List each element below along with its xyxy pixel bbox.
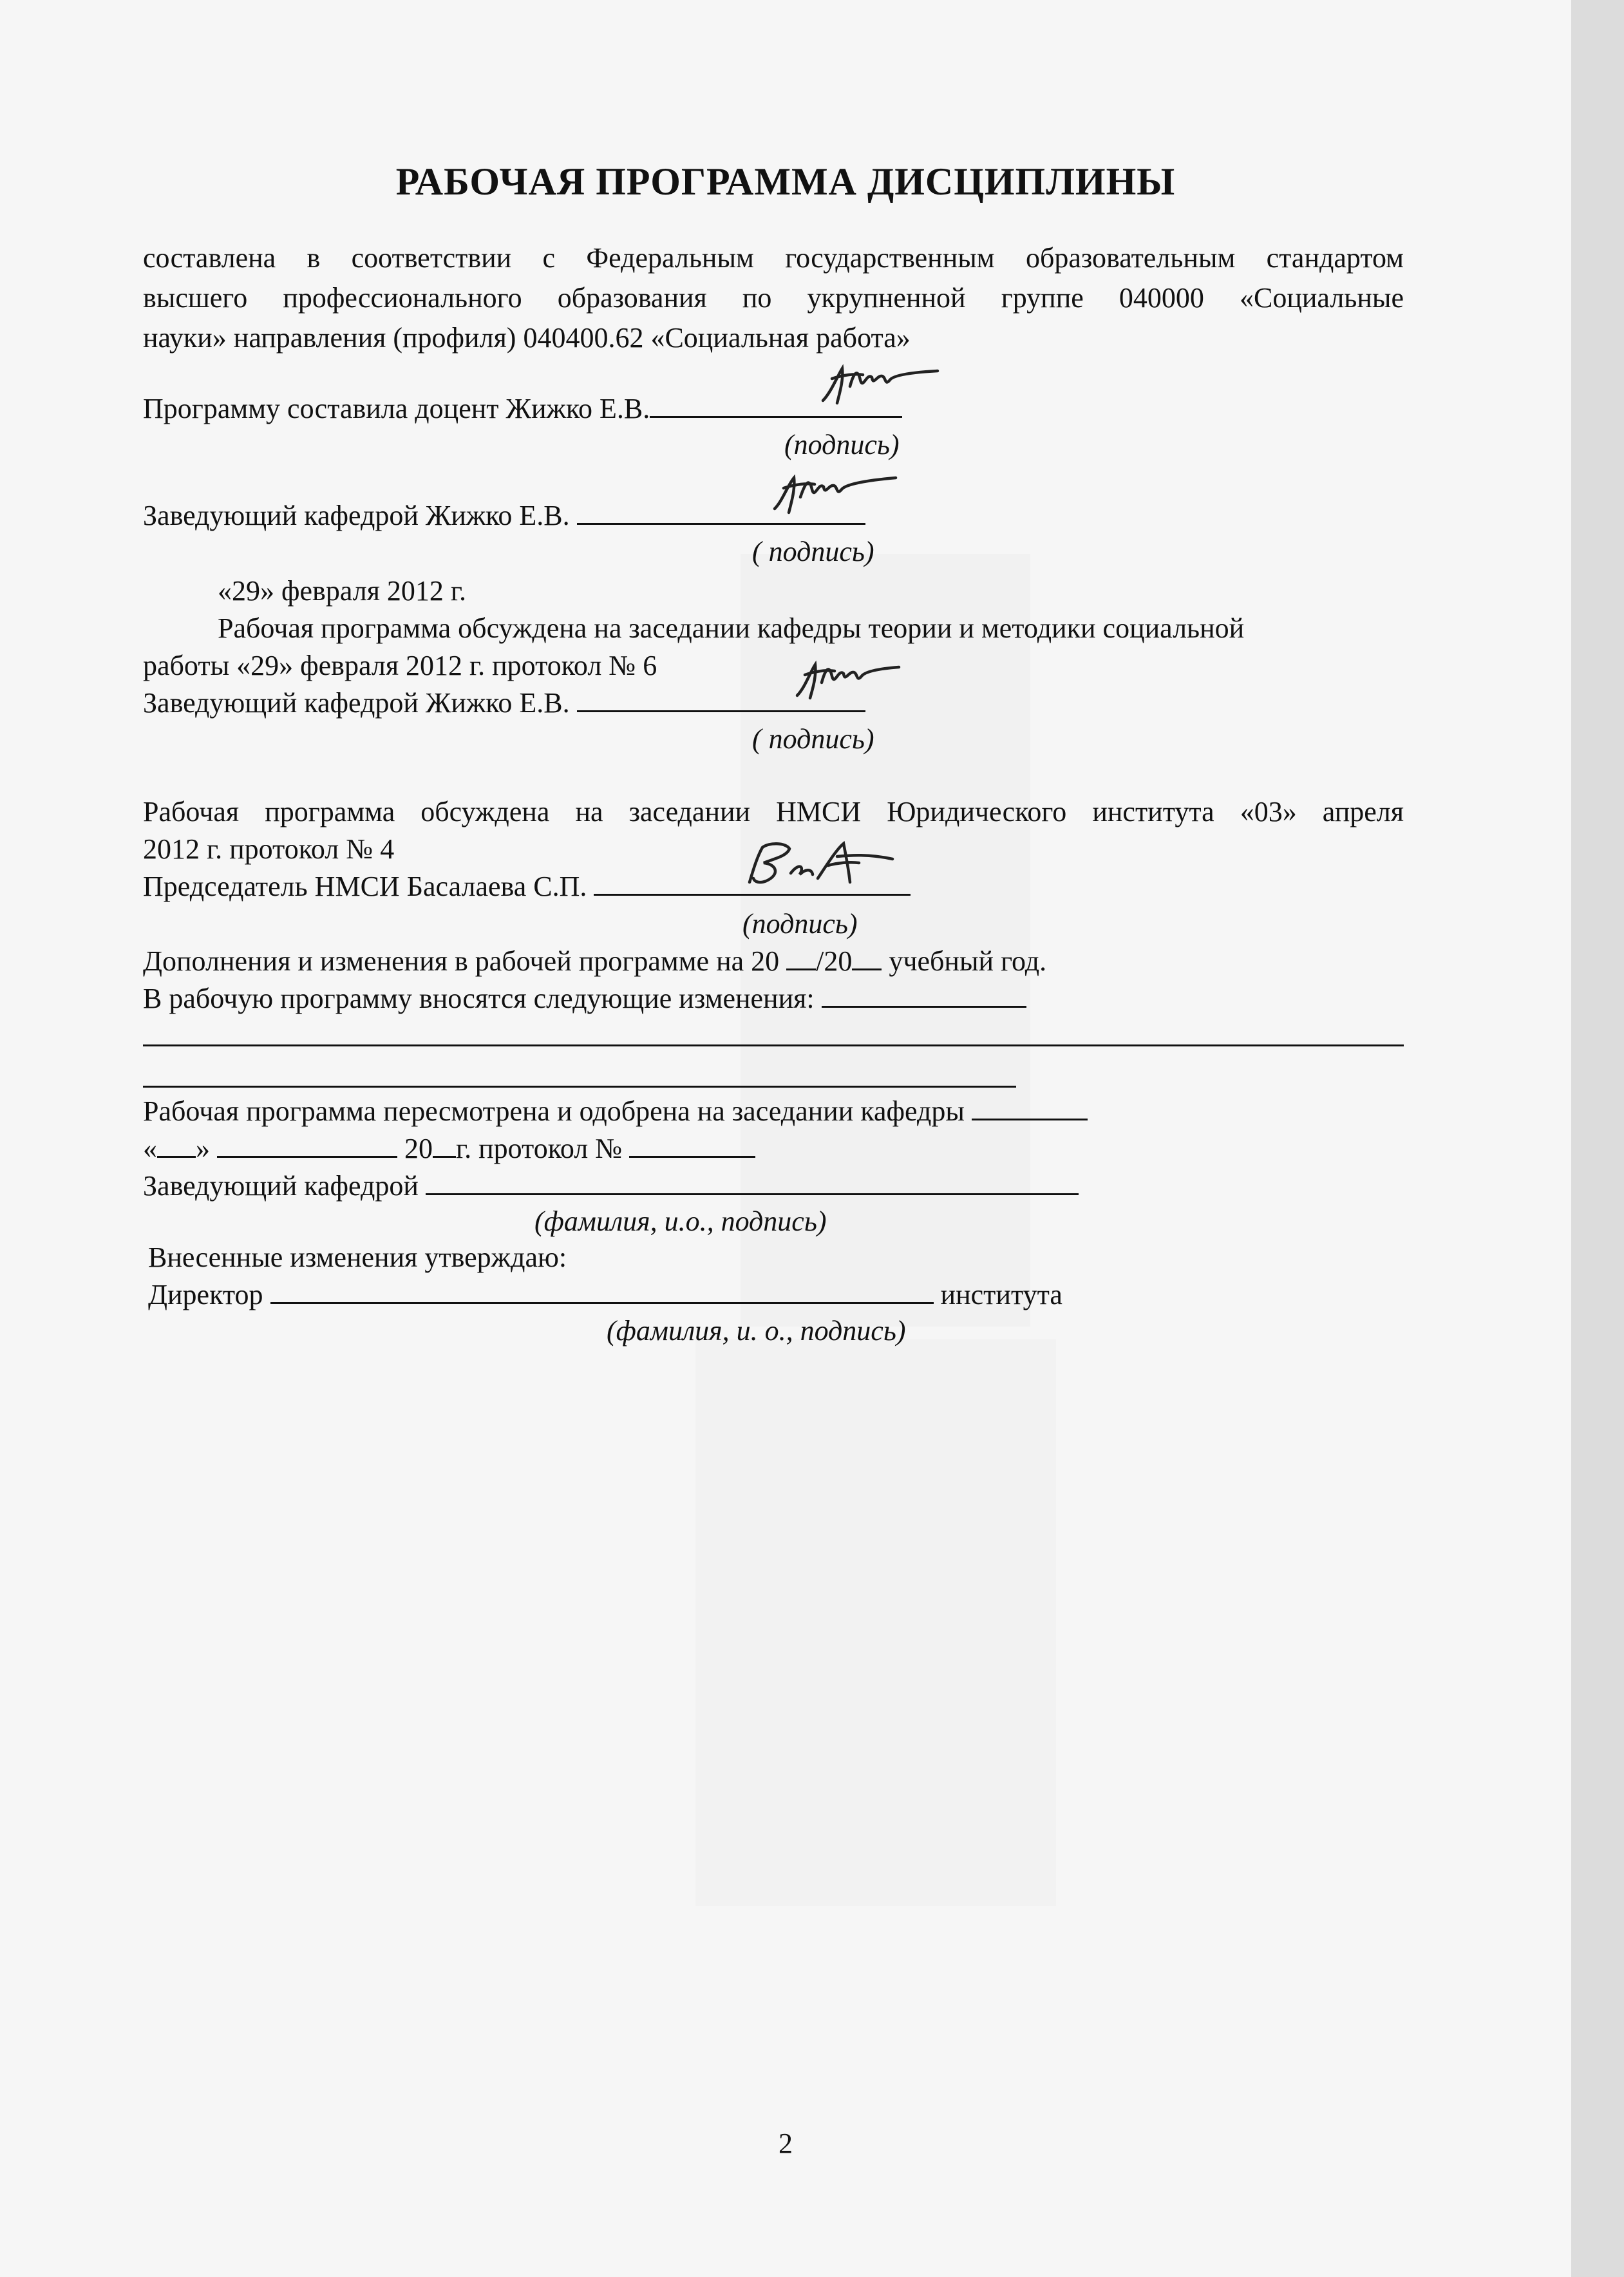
- year-blank: [852, 968, 882, 970]
- head-label: Заведующий кафедрой Жижко Е.В.: [143, 500, 570, 531]
- reviewed-label: Рабочая программа пересмотрена и одобрена на заседании кафедры: [143, 1095, 965, 1127]
- signature-caption: ( подпись): [752, 723, 874, 755]
- changes-blank-full-line: [143, 1044, 1404, 1046]
- signature-caption: (подпись): [742, 908, 858, 940]
- changes-year-suffix: учебный год.: [889, 945, 1047, 977]
- director-label: Директор: [148, 1279, 263, 1310]
- year-blank: [786, 968, 816, 970]
- protocol-blank: [629, 1155, 755, 1158]
- changes-blank-short-line: [143, 1086, 1016, 1088]
- head-blank-line: [143, 1166, 1079, 1206]
- month-blank: [217, 1155, 397, 1158]
- date-year-prefix: 20: [404, 1133, 433, 1164]
- discussion-line: Рабочая программа обсуждена на заседании НМСИ Юридического института «03» апреля: [143, 796, 1404, 827]
- institute-label: института: [940, 1279, 1062, 1310]
- signature-basalaeva: [741, 837, 895, 898]
- day-blank: [157, 1155, 196, 1158]
- reviewed-date-line: [143, 1129, 755, 1169]
- director-line: [148, 1275, 1062, 1315]
- signature-blank: [650, 415, 902, 418]
- date-close-quote: »: [196, 1133, 210, 1164]
- head-blank-label: Заведующий кафедрой: [143, 1170, 419, 1202]
- discussion-line: Рабочая программа обсуждена на заседании кафедры теории и методики социальной: [218, 612, 1245, 644]
- protocol-text: г. протокол №: [456, 1133, 623, 1164]
- chair-label: Председатель НМСИ Басалаева С.П.: [143, 871, 587, 902]
- bleed-through-shadow: [695, 1339, 1056, 1906]
- intro-line: науки» направления (профиля) 040400.62 «Социальная работа»: [143, 322, 911, 354]
- changes-line: [143, 979, 1026, 1019]
- changes-blank: [822, 1005, 1026, 1008]
- changes-year-line: [143, 941, 1046, 981]
- document-title: РАБОЧАЯ ПРОГРАММА ДИСЦИПЛИНЫ: [395, 160, 1176, 203]
- reviewed-line: [143, 1091, 1088, 1131]
- signature-zhizhko-1: [818, 361, 940, 415]
- approve-line: Внесенные изменения утверждаю:: [148, 1242, 567, 1273]
- director-blank: [270, 1301, 934, 1304]
- author-label: Программу составила доцент Жижко Е.В.: [143, 393, 650, 424]
- discussion-line: 2012 г. протокол № 4: [143, 833, 395, 865]
- changes-label: В рабочую программу вносятся следующие изменения:: [143, 983, 815, 1014]
- changes-year-mid: /20: [816, 945, 853, 977]
- discussion-line: работы «29» февраля 2012 г. протокол № 6: [143, 650, 657, 681]
- page-number: 2: [779, 2128, 793, 2159]
- head-label: Заведующий кафедрой Жижко Е.В.: [143, 687, 570, 719]
- signature-zhizhko-3: [792, 656, 902, 710]
- changes-year-prefix: Дополнения и изменения в рабочей программе на 20: [143, 945, 780, 977]
- date-line: «29» февраля 2012 г.: [218, 575, 467, 607]
- date-open-quote: «: [143, 1133, 157, 1164]
- intro-line: высшего профессионального образования по укрупненной группе 040000 «Социальные: [143, 282, 1404, 314]
- signature-caption: (подпись): [784, 429, 900, 460]
- head-line: [143, 496, 865, 536]
- intro-line: составлена в соответствии с Федеральным государственным образовательным стандартом: [143, 242, 1404, 274]
- signature-caption: ( подпись): [752, 536, 874, 567]
- scan-edge: [1571, 0, 1624, 2277]
- signature-zhizhko-2: [770, 470, 898, 525]
- reviewed-blank: [972, 1118, 1088, 1120]
- fio-caption: (фамилия, и.о., подпись): [534, 1205, 827, 1237]
- head-line: [143, 683, 865, 723]
- year-blank: [433, 1155, 456, 1158]
- fio-caption: (фамилия, и. о., подпись): [607, 1315, 906, 1346]
- head-blank: [426, 1193, 1079, 1195]
- author-line: [143, 389, 902, 429]
